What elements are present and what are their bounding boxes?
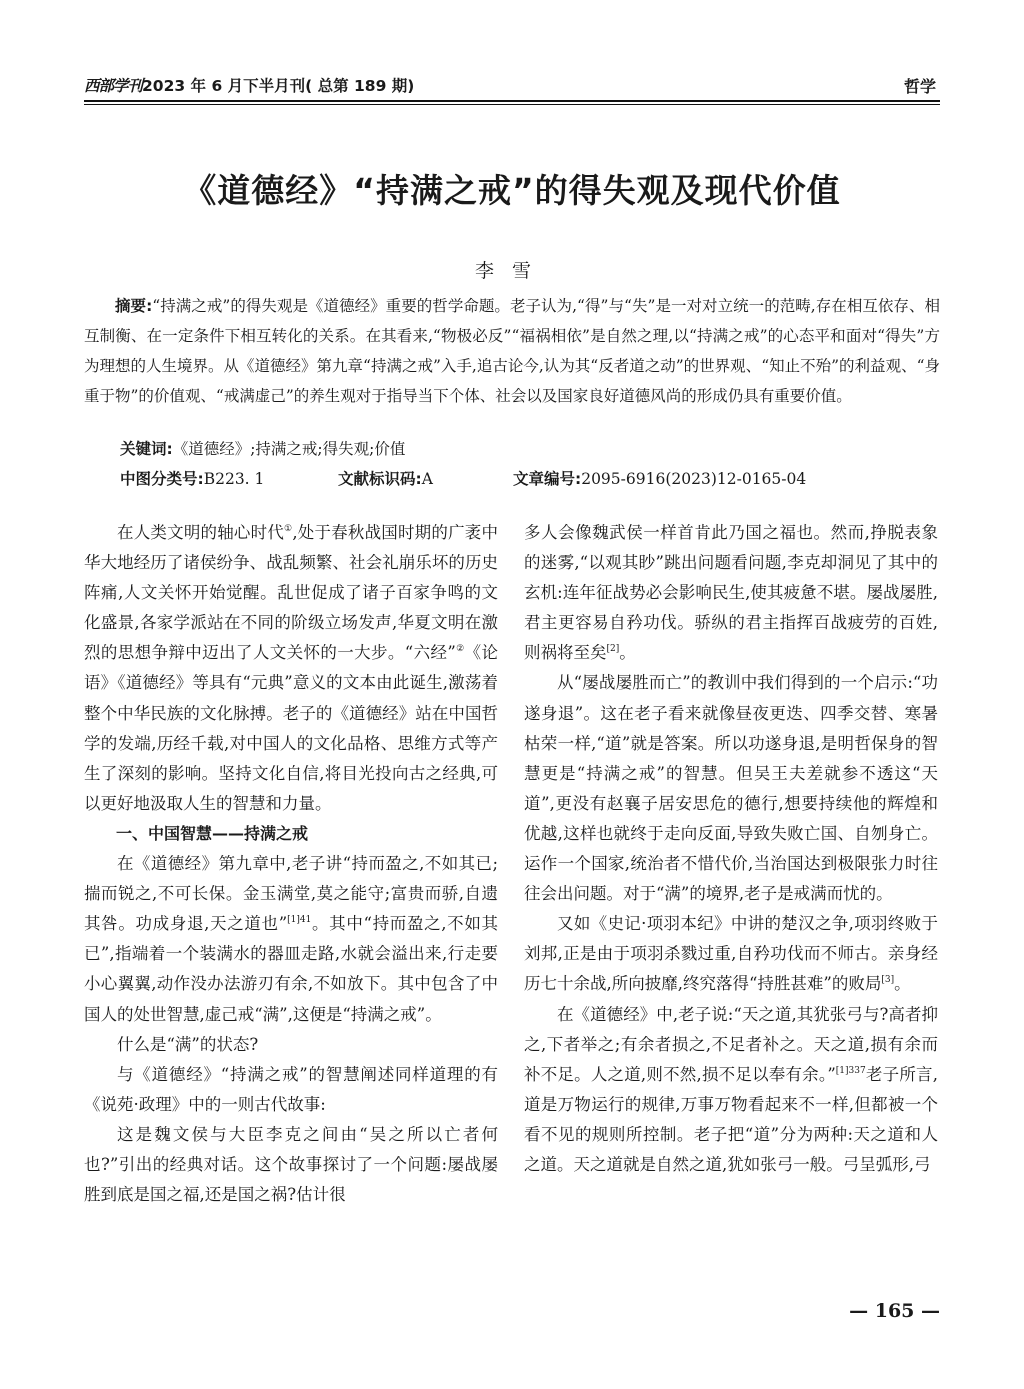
text-run: 多人会像魏武侯一样首肯此乃国之福也。然而,挣脱表象的迷雾,“以观其眇”跳出问题看问题,李克却洞见了其中的玄机:连年征战势必会影响民生,使其疲惫不堪。屡战屡胜,君主更容易自矜功伐。骄纵的君主指挥百战疲劳的百姓,则祸将至矣 — [524, 523, 938, 663]
doc-label: 文献标识码: — [338, 470, 422, 488]
header-rule-thin — [84, 104, 940, 105]
text-run: 。 — [619, 643, 636, 663]
body-paragraph — [84, 518, 498, 819]
running-header — [84, 66, 940, 100]
article-label: 文章编号: — [513, 470, 582, 488]
classification-meta — [120, 467, 940, 491]
text-run: 在《道德经》第九章中,老子讲“持而盈之,不如其已;揣而锐之,不可长保。金玉满堂,莫之能守;富贵而骄,自遗其咎。功成身退,天之道也” — [84, 854, 498, 934]
abstract — [84, 291, 940, 411]
text-run: 又如《史记·项羽本纪》中讲的楚汉之争,项羽终败于刘邦,正是由于项羽杀戮过重,自矜功伐而不师古。亲身经历七十余战,所向披靡,终究落得“持胜甚难”的败局 — [524, 914, 938, 994]
document-code — [338, 467, 433, 489]
body-paragraph: 与《道德经》“持满之戒”的智慧阐述同样道理的有《说苑·政理》中的一则古代故事: — [84, 1064, 498, 1114]
body-paragraph — [84, 849, 498, 1030]
text-run: 在人类文明的轴心时代 — [117, 523, 285, 542]
text-run: 在《道德经》中,老子说:“天之道,其犹张弓与?高者抑之,下者举之;有余者损之,不足者补之。天之道,损有余而补不足。人之道,则不然,损不足以奉有余。” — [524, 1004, 938, 1084]
abstract-label: 摘要: — [115, 297, 153, 315]
article-number — [513, 467, 806, 489]
text-run: 。其中“持而盈之,不如其已”,指端着一个装满水的器皿走路,水就会溢出来,行走要小心翼翼,动作没办法游刃有余,不如放下。其中包含了中国人的处世智慧,虚己戒“满”,这便是“持满之戒”。 — [84, 914, 499, 1024]
citation-marker: [1]337 — [835, 1065, 866, 1076]
journal-issue-line — [84, 74, 414, 96]
text-run: 。 — [894, 974, 911, 994]
section-name: 哲学 — [903, 77, 936, 96]
text-run: 《论语》《道德经》等具有“元典”意义的文本由此诞生,激荡着整个中华民族的文化脉搏。老子的《道德经》站在中国哲学的发端,历经千载,对中国人的文化品格、思维方式等产生了深刻的影响。坚持文化自信,将目光投向古之经典,可以更好地汲取人生的智慧和力量。 — [84, 643, 499, 813]
abstract-text: “持满之戒”的得失观是《道德经》重要的哲学命题。老子认为,“得”与“失”是一对对立统一的范畴,存在相互依存、相互制衡、在一定条件下相互转化的关系。在其看来,“物极必反”“福祸相依”是自然之理,以“持满之戒”的心态平和面对“得失”方为理想的人生境界。从《道德经》第九章“持满之戒”入手,追古论今,认为其“反者道之动”的世界观、“知止不殆”的利益观、“身重于物”的价值观、“戒满虚己”的养生观对于指导当下个体、社会以及国家良好道德风尚的形成仍具有重要价值。 — [84, 297, 941, 405]
journal-logo: 西部学刊 — [84, 76, 143, 95]
doc-value: A — [421, 470, 433, 488]
body-paragraph: 什么是“满”的状态? — [117, 1034, 259, 1054]
article-value: 2095-6916(2023)12-0165-04 — [581, 470, 807, 488]
citation-marker: [3] — [881, 975, 895, 986]
body-paragraph — [524, 909, 938, 999]
body-paragraph: 从“屡战屡胜而亡”的教训中我们得到的一个启示:“功遂身退”。这在老子看来就像昼夜更迭、四季交替、寒暑枯荣一样,“道”就是答案。所以功遂身退,是明哲保身的智慧更是“持满之戒”的智慧。但吴王夫差就参不透这“天道”,更没有赵襄子居安思危的德行,想要持续他的辉煌和优越,这样也就终于走向反面,导致失败亡国、自刎身亡。运作一个国家,统治者不惜代价,当治国达到极限张力时往往会出问题。对于“满”的境界,老子是戒满而忧的。 — [524, 673, 938, 904]
text-run: 老子所言,道是万物运行的规律,万事万物看起来不一样,但都被一个看不见的规则所控制。老子把“道”分为两种:天之道和人之道。天之道就是自然之道,犹如张弓一般。弓呈弧形,弓 — [524, 1064, 938, 1174]
page-number: — 165 — — [849, 1300, 940, 1322]
article-title: 《道德经》“持满之戒”的得失观及现代价值 — [183, 171, 841, 210]
body-paragraph: 这是魏文侯与大臣李克之间由“吴之所以亡者何也?”引出的经典对话。这个故事探讨了一个问题:屡战屡胜到底是国之福,还是国之祸?估计很 — [84, 1124, 498, 1205]
citation-marker: [2] — [606, 644, 620, 655]
section-heading: 一、中国智慧——持满之戒 — [116, 823, 309, 843]
clc-value: B223. 1 — [203, 470, 265, 488]
author-name: 李雪 — [474, 260, 549, 282]
text-run: ,处于春秋战国时期的广袤中华大地经历了诸侯纷争、战乱频繁、社会礼崩乐坏的历史阵痛,人文关怀开始觉醒。乱世促成了诸子百家争鸣的文化盛景,各家学派站在不同的阶级立场发声,华夏文明在激烈的思想争辩中迈出了人文关怀的一大步。“六经” — [84, 523, 498, 663]
body-paragraph — [524, 518, 938, 668]
clc-label: 中图分类号: — [120, 470, 204, 488]
keywords-label: 关键词: — [120, 440, 173, 458]
citation-marker: [1]41 — [287, 915, 312, 926]
left-column — [84, 518, 498, 1210]
abstract-paragraph — [84, 291, 940, 411]
keywords-text: 《道德经》;持满之戒;得失观;价值 — [172, 440, 406, 458]
issue-info: 2023 年 6 月下半月刊( 总第 189 期) — [142, 77, 415, 95]
footnote-marker: ① — [284, 524, 293, 534]
header-rule-thick — [84, 100, 940, 102]
body-paragraph — [524, 1000, 938, 1181]
footnote-marker: ② — [455, 644, 465, 655]
right-column — [524, 518, 938, 1180]
clc-number — [120, 467, 264, 489]
keywords — [120, 437, 405, 459]
